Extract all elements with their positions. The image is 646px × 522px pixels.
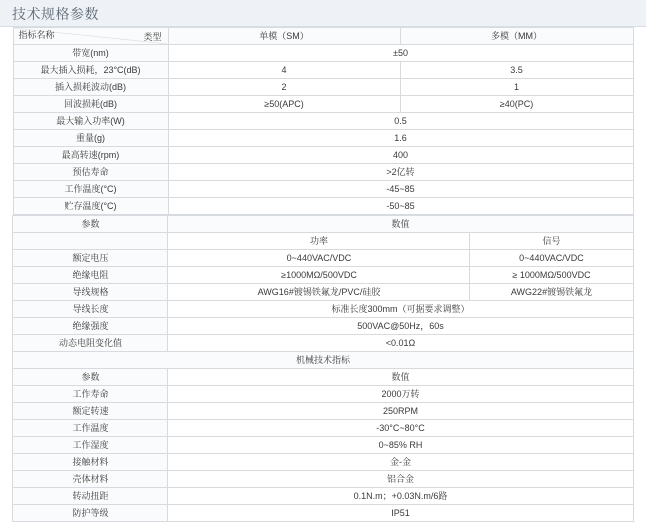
row-value-merged: <0.01Ω	[168, 335, 633, 352]
table-row	[13, 96, 633, 113]
table-header-row	[13, 28, 633, 45]
row-label: 额定转速	[13, 403, 168, 420]
optical-spec-table	[13, 27, 634, 215]
row-value: 金-金	[168, 454, 633, 471]
row-label: 贮存温度(°C)	[13, 198, 168, 215]
row-value-merged: 标准长度300mm（可据要求调整）	[168, 301, 633, 318]
row-value: 250RPM	[168, 403, 633, 420]
mech-header-param: 参数	[13, 369, 168, 386]
table-row	[13, 147, 633, 164]
table-row	[13, 403, 633, 420]
table-row	[13, 488, 633, 505]
row-label: 转动扭距	[13, 488, 168, 505]
row-label: 最大插入损耗，23°C(dB)	[13, 62, 168, 79]
row-value: 2000万转	[168, 386, 633, 403]
row-label: 壳体材料	[13, 471, 168, 488]
table-row	[13, 79, 633, 96]
row-label: 工作湿度	[13, 437, 168, 454]
row-value-power: 0~440VAC/VDC	[168, 250, 470, 267]
row-label: 额定电压	[13, 250, 168, 267]
page-header	[0, 0, 646, 27]
row-value-signal: AWG22#镀锡铁氟龙	[470, 284, 633, 301]
table-header-row	[13, 369, 633, 386]
mech-header-value: 数值	[168, 369, 633, 386]
table-row	[13, 301, 633, 318]
table-row	[13, 181, 633, 198]
row-label: 绝缘电阻	[13, 267, 168, 284]
row-label: 防护等级	[13, 505, 168, 522]
subheader-signal: 信号	[470, 233, 633, 250]
row-value-power: ≥1000MΩ/500VDC	[168, 267, 470, 284]
table-row	[13, 284, 633, 301]
row-value: 铝合金	[168, 471, 633, 488]
table-row	[13, 45, 633, 62]
row-label: 重量(g)	[13, 130, 168, 147]
table-row	[13, 505, 633, 522]
row-label: 动态电阻变化值	[13, 335, 168, 352]
subheader-power: 功率	[168, 233, 470, 250]
header-param: 参数	[13, 216, 168, 233]
table-row	[13, 318, 633, 335]
row-value-merged: 1.6	[168, 130, 633, 147]
column-header-mm: 多模（MM）	[400, 28, 633, 45]
row-value-sm: ≥50(APC)	[168, 96, 400, 113]
row-value-signal: 0~440VAC/VDC	[470, 250, 633, 267]
table-row	[13, 471, 633, 488]
row-label: 导线长度	[13, 301, 168, 318]
row-value-merged: 0.5	[168, 113, 633, 130]
table-row	[13, 113, 633, 130]
table-row	[13, 420, 633, 437]
subheader-blank	[13, 233, 168, 250]
table-row	[13, 437, 633, 454]
row-value-sm: 4	[168, 62, 400, 79]
row-value-merged: >2亿转	[168, 164, 633, 181]
table-row	[13, 335, 633, 352]
table-row	[13, 130, 633, 147]
row-label: 插入损耗波动(dB)	[13, 79, 168, 96]
row-value-merged: 500VAC@50Hz，60s	[168, 318, 633, 335]
electrical-spec-table	[12, 215, 633, 522]
section-title-row	[13, 352, 633, 369]
row-value-mm: 3.5	[400, 62, 633, 79]
row-label: 导线规格	[13, 284, 168, 301]
row-value-mm: 1	[400, 79, 633, 96]
table-row	[13, 454, 633, 471]
table-row	[13, 198, 633, 215]
row-value-merged: 400	[168, 147, 633, 164]
table-row	[13, 250, 633, 267]
row-value-merged: ±50	[168, 45, 633, 62]
section-title: 机械技术指标	[13, 352, 633, 369]
row-label: 接触材料	[13, 454, 168, 471]
row-label: 最大输入功率(W)	[13, 113, 168, 130]
corner-row-label: 指标名称	[18, 30, 55, 40]
row-value-signal: ≥ 1000MΩ/500VDC	[470, 267, 633, 284]
column-header-sm: 单模（SM）	[168, 28, 400, 45]
row-value: 0~85% RH	[168, 437, 633, 454]
page-title: 技术规格参数	[12, 6, 99, 22]
table-row	[13, 267, 633, 284]
table-header-row	[13, 216, 633, 233]
row-label: 带宽(nm)	[13, 45, 168, 62]
corner-cell	[13, 28, 168, 45]
row-value: 0.1N.m；+0.03N.m/6路	[168, 488, 633, 505]
table-subheader-row	[13, 233, 633, 250]
row-label: 预估寿命	[13, 164, 168, 181]
row-label: 工作温度(°C)	[13, 181, 168, 198]
row-value-merged: -45~85	[168, 181, 633, 198]
row-label: 工作温度	[13, 420, 168, 437]
row-value-power: AWG16#镀锡铁氟龙/PVC/硅胶	[168, 284, 470, 301]
corner-col-label: 类型	[143, 32, 162, 42]
table-row	[13, 386, 633, 403]
table-row	[13, 62, 633, 79]
table-row	[13, 164, 633, 181]
row-value: IP51	[168, 505, 633, 522]
row-value-sm: 2	[168, 79, 400, 96]
row-label: 回波损耗(dB)	[13, 96, 168, 113]
row-value: -30°C~80°C	[168, 420, 633, 437]
row-label: 最高转速(rpm)	[13, 147, 168, 164]
row-value-mm: ≥40(PC)	[400, 96, 633, 113]
row-value-merged: -50~85	[168, 198, 633, 215]
row-label: 工作寿命	[13, 386, 168, 403]
header-value: 数值	[168, 216, 633, 233]
row-label: 绝缘强度	[13, 318, 168, 335]
